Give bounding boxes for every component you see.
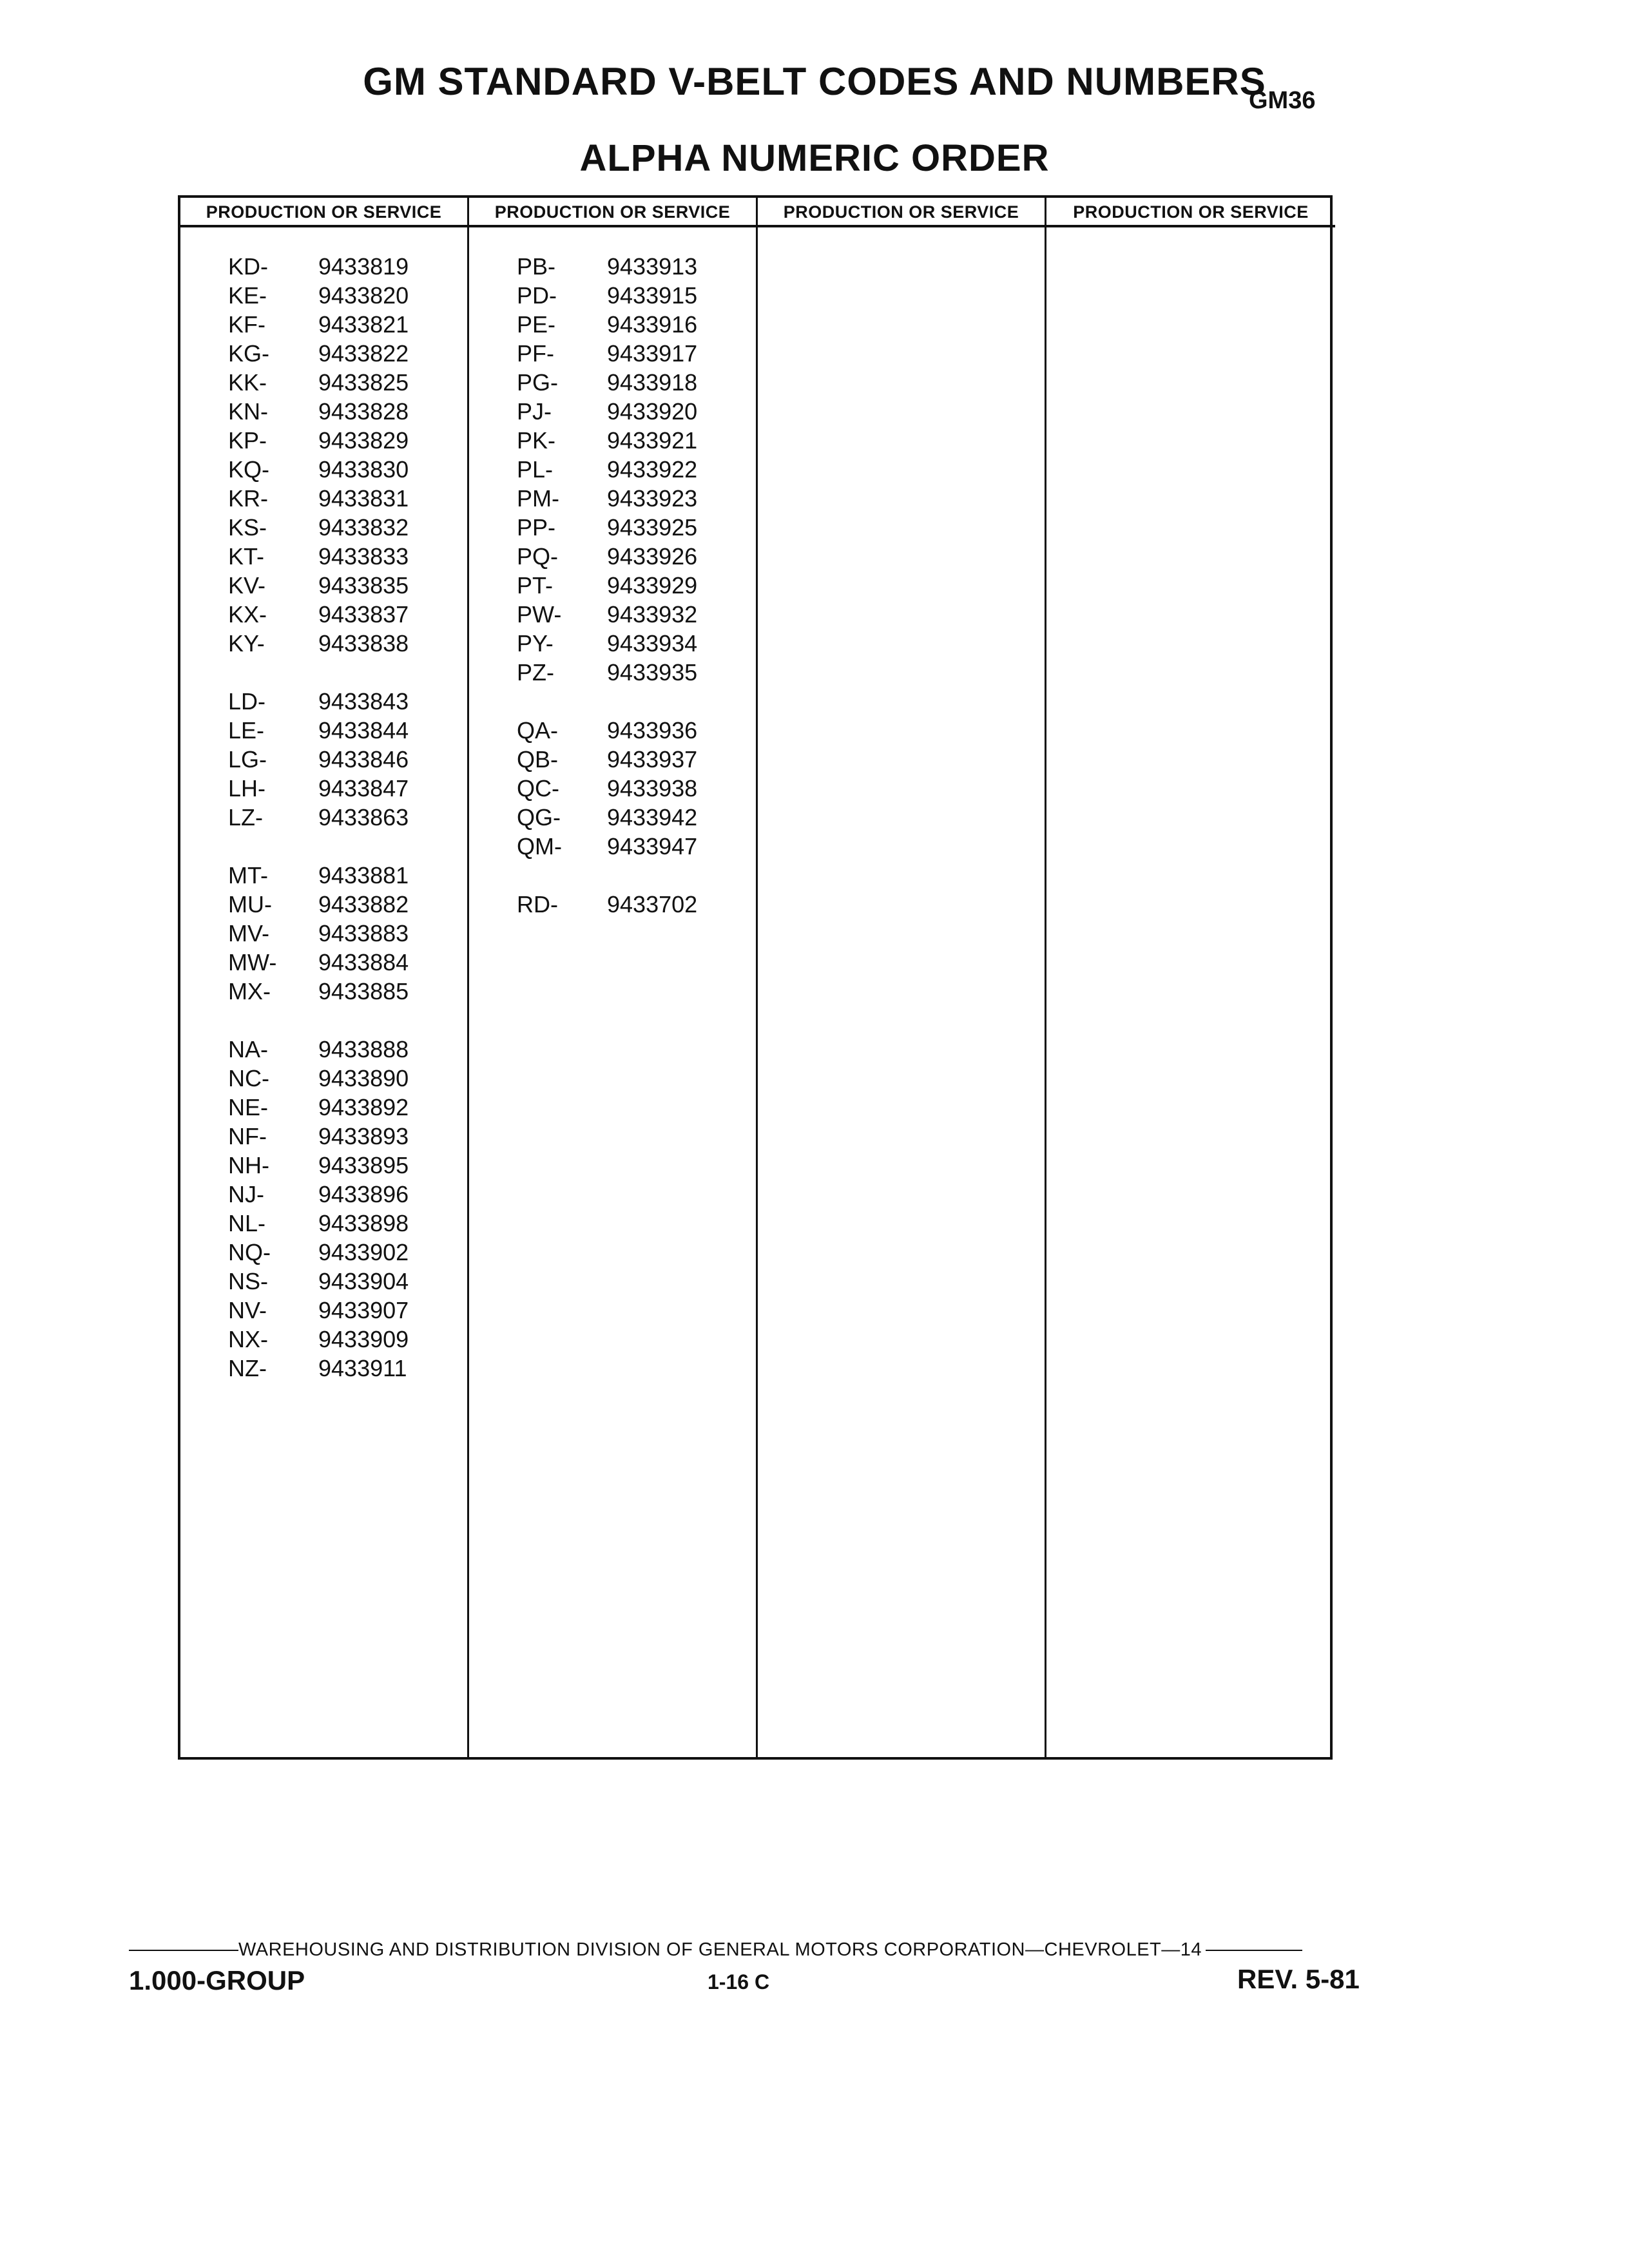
belt-code: RD- <box>517 891 558 918</box>
part-number: 9433831 <box>318 485 409 512</box>
part-number: 9433921 <box>607 427 698 454</box>
belt-code: QA- <box>517 717 559 744</box>
belt-code: QC- <box>517 775 559 802</box>
table-row <box>517 746 697 774</box>
part-number: 9433863 <box>318 804 409 831</box>
belt-code: NZ- <box>228 1355 267 1381</box>
part-number: 9433938 <box>607 775 698 802</box>
belt-code: PK- <box>517 427 556 454</box>
belt-code: PG- <box>517 369 559 396</box>
belt-code: PD- <box>517 282 557 309</box>
part-number: 9433883 <box>318 920 409 947</box>
table-column-4 <box>1046 198 1335 1757</box>
belt-code: NS- <box>228 1268 268 1294</box>
table-row <box>517 514 697 543</box>
part-number: 9433935 <box>607 659 698 686</box>
table-row <box>517 282 697 311</box>
catalog-code: GM36 <box>1249 87 1316 114</box>
part-number: 9433904 <box>318 1268 409 1294</box>
part-number: 9433917 <box>607 340 698 367</box>
table-row <box>517 456 697 485</box>
table-row <box>228 688 409 716</box>
part-number: 9433934 <box>607 630 698 657</box>
part-number: 9433913 <box>607 253 698 280</box>
table-row <box>228 978 409 1006</box>
part-number: 9433838 <box>318 630 409 657</box>
part-number: 9433916 <box>607 311 698 338</box>
table-row <box>517 311 697 340</box>
belt-code: QB- <box>517 746 559 773</box>
table-row <box>228 891 409 919</box>
table-column-1 <box>180 198 469 1757</box>
table-row <box>517 543 697 572</box>
table-row <box>517 253 697 282</box>
part-number: 9433882 <box>318 891 409 918</box>
table-row <box>228 1326 409 1354</box>
belt-code: KY- <box>228 630 265 657</box>
table-row <box>517 630 697 658</box>
part-number: 9433702 <box>607 891 698 918</box>
table-row <box>517 427 697 456</box>
page-subtitle: ALPHA NUMERIC ORDER <box>579 137 1050 179</box>
belt-code: NA- <box>228 1036 268 1062</box>
footer-group: 1.000-GROUP <box>129 1965 305 1995</box>
table-row <box>228 804 409 832</box>
belt-code: LH- <box>228 775 266 802</box>
belt-code: MW- <box>228 949 277 975</box>
belt-code: PY- <box>517 630 554 657</box>
column-header: PRODUCTION OR SERVICE <box>180 198 467 227</box>
belt-code: KR- <box>228 485 268 512</box>
table-row <box>228 862 409 890</box>
table-row <box>228 311 409 340</box>
belt-code: MX- <box>228 978 271 1004</box>
page-title: GM STANDARD V-BELT CODES AND NUMBERS <box>363 60 1266 103</box>
column-header: PRODUCTION OR SERVICE <box>1046 198 1335 227</box>
belt-code: NL- <box>228 1210 266 1236</box>
part-number: 9433923 <box>607 485 698 512</box>
belt-code: NE- <box>228 1094 268 1120</box>
part-number: 9433829 <box>318 427 409 454</box>
table-column-3 <box>758 198 1046 1757</box>
part-number: 9433844 <box>318 717 409 744</box>
part-number: 9433911 <box>318 1355 407 1381</box>
part-number: 9433947 <box>607 833 698 860</box>
table-column-2 <box>469 198 758 1757</box>
table-row <box>517 601 697 629</box>
part-number: 9433907 <box>318 1297 409 1323</box>
part-number: 9433837 <box>318 601 409 628</box>
table-row <box>517 398 697 427</box>
part-number: 9433915 <box>607 282 698 309</box>
belt-code: PM- <box>517 485 559 512</box>
table-row <box>228 1181 409 1209</box>
belt-code: PP- <box>517 514 556 541</box>
part-number: 9433936 <box>607 717 698 744</box>
part-number: 9433819 <box>318 253 409 280</box>
table-row <box>228 282 409 311</box>
belt-code: PZ- <box>517 659 554 686</box>
footer-distributor-line <box>129 1939 1366 1961</box>
table-row <box>517 340 697 369</box>
part-number: 9433881 <box>318 862 409 889</box>
belt-code: PQ- <box>517 543 559 570</box>
column-header: PRODUCTION OR SERVICE <box>758 198 1045 227</box>
belt-code: NV- <box>228 1297 267 1323</box>
belt-code: PW- <box>517 601 562 628</box>
part-number: 9433835 <box>318 572 409 599</box>
belt-code: KG- <box>228 340 270 367</box>
part-number: 9433821 <box>318 311 409 338</box>
part-number: 9433884 <box>318 949 409 975</box>
belt-code: NX- <box>228 1326 268 1352</box>
belt-code: PF- <box>517 340 554 367</box>
belt-code: NQ- <box>228 1239 271 1265</box>
table-row <box>228 398 409 427</box>
footer-rule-right <box>1206 1950 1302 1951</box>
belt-code: MV- <box>228 920 270 947</box>
part-number: 9433902 <box>318 1239 409 1265</box>
belt-code: MU- <box>228 891 272 918</box>
table-row <box>228 1065 409 1093</box>
footer-revision: REV. 5-81 <box>1237 1964 1360 1994</box>
belt-code: MT- <box>228 862 268 889</box>
table-row <box>228 717 409 745</box>
part-number: 9433888 <box>318 1036 409 1062</box>
table-row <box>517 572 697 601</box>
footer-distributor: WAREHOUSING AND DISTRIBUTION DIVISION OF GENERAL MOTORS CORPORATION—CHEVROLET—14 <box>238 1939 1202 1960</box>
table-row <box>228 1297 409 1325</box>
belt-code: KS- <box>228 514 267 541</box>
part-number: 9433828 <box>318 398 409 425</box>
table-row <box>228 1210 409 1238</box>
table-row <box>517 485 697 514</box>
part-number: 9433918 <box>607 369 698 396</box>
part-number: 9433898 <box>318 1210 409 1236</box>
part-number: 9433937 <box>607 746 698 773</box>
part-number: 9433929 <box>607 572 698 599</box>
part-number: 9433820 <box>318 282 409 309</box>
belt-code: LG- <box>228 746 267 773</box>
table-row <box>517 775 697 803</box>
footer-page-number: 1-16 C <box>708 1970 770 1994</box>
belt-code: NC- <box>228 1065 269 1091</box>
table-row <box>228 1355 407 1383</box>
belt-code: KF- <box>228 311 265 338</box>
part-number: 9433926 <box>607 543 698 570</box>
table-row <box>517 833 697 861</box>
belt-code-table <box>178 195 1333 1760</box>
part-number: 9433932 <box>607 601 698 628</box>
part-number: 9433893 <box>318 1123 409 1149</box>
table-row <box>228 630 409 658</box>
part-number: 9433925 <box>607 514 698 541</box>
part-number: 9433885 <box>318 978 409 1004</box>
belt-code: PB- <box>517 253 556 280</box>
belt-code: KD- <box>228 253 268 280</box>
table-row <box>228 775 409 803</box>
table-row <box>228 427 409 456</box>
table-row <box>228 543 409 572</box>
table-row <box>228 949 409 977</box>
table-row <box>228 572 409 601</box>
belt-code: PT- <box>517 572 554 599</box>
table-row <box>228 920 409 948</box>
part-number: 9433847 <box>318 775 409 802</box>
part-number: 9433896 <box>318 1181 409 1207</box>
table-row <box>517 717 697 745</box>
belt-code: NF- <box>228 1123 267 1149</box>
belt-code: KQ- <box>228 456 270 483</box>
table-row <box>228 340 409 369</box>
table-row <box>228 1123 409 1151</box>
belt-code: NJ- <box>228 1181 264 1207</box>
belt-code: KN- <box>228 398 268 425</box>
column-header: PRODUCTION OR SERVICE <box>469 198 756 227</box>
table-row <box>228 746 409 774</box>
belt-code: PL- <box>517 456 554 483</box>
belt-code: LE- <box>228 717 265 744</box>
table-row <box>517 891 697 919</box>
table-row <box>228 1094 409 1122</box>
part-number: 9433846 <box>318 746 409 773</box>
part-number: 9433909 <box>318 1326 409 1352</box>
table-row <box>228 1239 409 1267</box>
belt-code: KT- <box>228 543 265 570</box>
belt-code: QG- <box>517 804 561 831</box>
part-number: 9433920 <box>607 398 698 425</box>
table-row <box>228 456 409 485</box>
belt-code: KK- <box>228 369 267 396</box>
belt-code: KP- <box>228 427 267 454</box>
belt-code: KX- <box>228 601 267 628</box>
part-number: 9433830 <box>318 456 409 483</box>
part-number: 9433942 <box>607 804 698 831</box>
part-number: 9433825 <box>318 369 409 396</box>
part-number: 9433895 <box>318 1152 409 1178</box>
part-number: 9433822 <box>318 340 409 367</box>
part-number: 9433922 <box>607 456 698 483</box>
table-row <box>228 1036 409 1064</box>
part-number: 9433832 <box>318 514 409 541</box>
belt-code: KE- <box>228 282 267 309</box>
table-row <box>228 514 409 543</box>
part-number: 9433892 <box>318 1094 409 1120</box>
belt-code: QM- <box>517 833 562 860</box>
table-row <box>228 253 409 282</box>
footer-rule-left <box>129 1950 238 1951</box>
belt-code: LD- <box>228 688 266 715</box>
belt-code: NH- <box>228 1152 269 1178</box>
belt-code: LZ- <box>228 804 263 831</box>
table-row <box>228 1152 409 1180</box>
table-row <box>228 369 409 398</box>
table-row <box>228 1268 409 1296</box>
table-row <box>517 659 697 687</box>
table-row <box>517 804 697 832</box>
table-row <box>228 601 409 629</box>
part-number: 9433843 <box>318 688 409 715</box>
table-row <box>228 485 409 514</box>
belt-code: KV- <box>228 572 266 599</box>
part-number: 9433890 <box>318 1065 409 1091</box>
belt-code: PJ- <box>517 398 552 425</box>
table-row <box>517 369 697 398</box>
belt-code: PE- <box>517 311 556 338</box>
part-number: 9433833 <box>318 543 409 570</box>
